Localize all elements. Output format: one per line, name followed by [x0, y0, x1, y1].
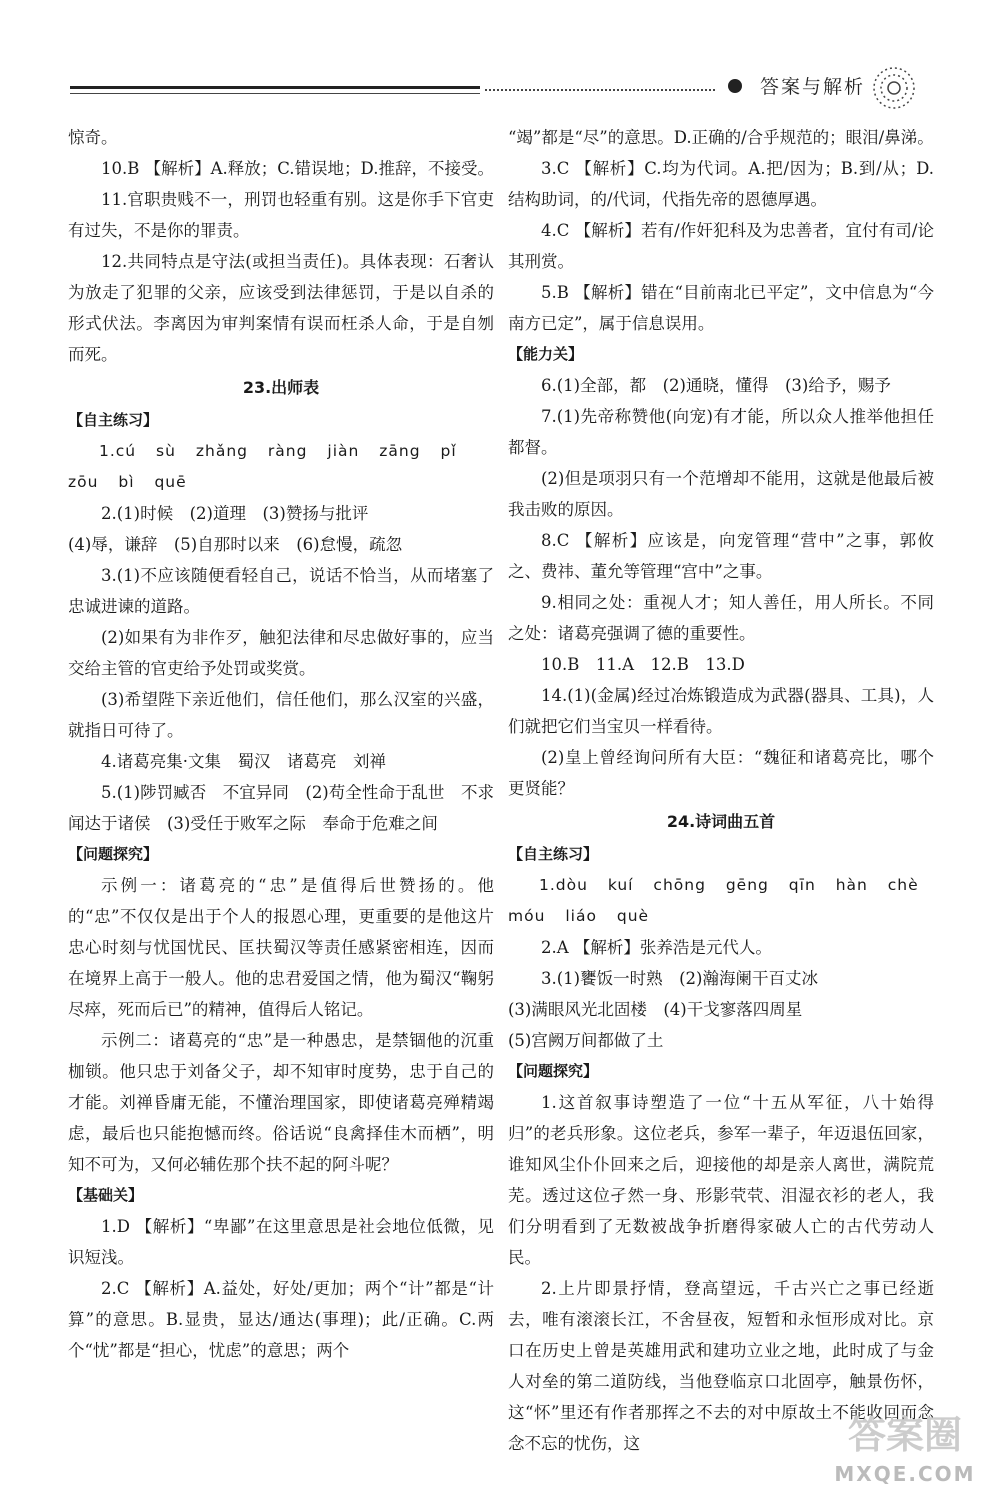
- page-header: [60, 62, 940, 112]
- answer-paragraph: 5.B 【解析】错在“目前南北已平定”，文中信息为“今南方已定”，属于信息误用。: [508, 283, 934, 333]
- answer-paragraph: 3.(1)不应该随便看轻自己，说话不恰当，从而堵塞了忠诚进谏的道路。: [68, 566, 494, 616]
- sun-ornament-icon: [870, 64, 918, 112]
- pinyin-line: 1.cú sù zhǎng ràng jiàn zāng pǐ: [99, 442, 457, 460]
- section-heading: 【基础关】: [68, 1186, 144, 1204]
- answer-paragraph: 5.(1)陟罚臧否 不宜异同 (2)苟全性命于乱世 不求闻达于诸侯 (3)受任于败军之际 奉命于危难之间: [68, 783, 494, 833]
- answer-paragraph: 4.诸葛亮集·文集 蜀汉 诸葛亮 刘禅: [101, 752, 386, 771]
- answer-paragraph: 10.B 11.A 12.B 13.D: [541, 655, 745, 674]
- answer-paragraph: (2)如果有为非作歹，触犯法律和尽忠做好事的，应当交给主管的官吏给予处罚或奖赏。: [68, 628, 494, 678]
- header-rule: [70, 86, 480, 89]
- section-heading: 【自主练习】: [508, 845, 599, 863]
- answer-paragraph: 12.共同特点是守法(或担当责任)。具体表现：石奢认为放走了犯罪的父亲，应该受到法律惩罚，于是以自杀的形式伏法。李离因为审判案情有误而枉杀人命，于是自刎而死。: [68, 252, 494, 364]
- answer-paragraph: 4.C 【解析】若有/作奸犯科及为忠善者，宜付有司/论其刑赏。: [508, 221, 934, 271]
- answer-paragraph: 示例一：诸葛亮的“忠”是值得后世赞扬的。他的“忠”不仅仅是出于个人的报恩心理，更重要的是他这片忠心时刻与忧国忧民、匡扶蜀汉等责任感紧密相连，因而在境界上高于一般人。他的忠君爱国之情，他为蜀汉“鞠躬尽瘁，死而后已”的精神，值得后人铭记。: [68, 876, 494, 1019]
- header-bullet-icon: [728, 79, 742, 93]
- answer-paragraph: 示例二：诸葛亮的“忠”是一种愚忠，是禁锢他的沉重枷锁。他只忠于刘备父子，却不知审时度势，忠于自己的才能。刘禅昏庸无能，不懂治理国家，即使诸葛亮殚精竭虑，最后也只能抱憾而终。俗话说“良禽择佳木而栖”，明知不可为，又何必辅佐那个扶不起的阿斗呢？: [68, 1031, 494, 1174]
- answer-paragraph: 惊奇。: [68, 128, 118, 147]
- section-title: 24.诗词曲五首: [666, 812, 776, 831]
- answer-paragraph: 14.(1)(金属)经过冶炼锻造成为武器(器具、工具)，人们就把它们当宝贝一样看待。: [508, 686, 934, 736]
- answer-paragraph: “竭”都是“尽”的意思。D.正确的/合乎规范的；眼泪/鼻涕。: [508, 128, 934, 147]
- pinyin-line: 1.dòu kuí chōng gēng qīn hàn chè: [539, 876, 919, 894]
- answer-paragraph: 3.C 【解析】C.均为代词。A.把/因为；B.到/从；D.结构助词，的/代词，代指先帝的恩德厚遇。: [508, 159, 934, 209]
- right-column: [508, 122, 934, 1459]
- watermark: [815, 1410, 995, 1485]
- section-heading: 【问题探究】: [508, 1062, 599, 1080]
- answer-paragraph: 10.B 【解析】A.释放；C.错误地；D.推辞，不接受。: [101, 159, 494, 178]
- answer-paragraph: 2.(1)时候 (2)道理 (3)赞扬与批评: [101, 504, 369, 523]
- answer-paragraph: 8.C 【解析】应该是，向宠管理“营中”之事，郭攸之、费祎、董允等管理“宫中”之事。: [508, 531, 934, 581]
- answer-paragraph: (3)满眼风光北固楼 (4)干戈寥落四周星: [508, 1000, 803, 1019]
- watermark-site: MXQE.COM: [834, 1462, 976, 1486]
- watermark-logo: 答案圈: [847, 1412, 962, 1457]
- answer-paragraph: (5)宫阙万间都做了土: [508, 1031, 664, 1050]
- answer-paragraph: 7.(1)先帝称赞他(向宠)有才能，所以众人推举他担任都督。: [508, 407, 934, 457]
- answer-paragraph: 2.上片即景抒情，登高望远，千古兴亡之事已经逝去，唯有滚滚长江，不舍昼夜，短暂和永恒形成对比。京口在历史上曾是英雄用武和建功立业之地，此时成了与金人对垒的第二道防线，当他登临京口北固亭，触景伤怀，这“怀”里还有作者那挥之不去的对中原故土不能收回而念念不忘的忧伤，这: [508, 1279, 934, 1453]
- section-title: 23.出师表: [242, 378, 320, 397]
- answer-paragraph: 2.C 【解析】A.益处，好处/更加；两个“计”都是“计算”的意思。B.显贵，显达/通达(事理)；此/正确。C.两个“忧”都是“担心，忧虑”的意思；两个: [68, 1279, 494, 1360]
- answer-paragraph: 2.A 【解析】张养浩是元代人。: [541, 938, 772, 957]
- header-title: 答案与解析: [760, 76, 866, 98]
- answer-paragraph: 3.(1)饔饭一时熟 (2)瀚海阑干百丈冰: [541, 969, 818, 988]
- pinyin-line: móu liáo què: [508, 907, 650, 925]
- answer-paragraph: 6.(1)全部，都 (2)通晓，懂得 (3)给予，赐予: [541, 376, 891, 395]
- answer-paragraph: (2)皇上曾经询问所有大臣：“魏征和诸葛亮比，哪个更贤能？: [508, 748, 934, 798]
- section-heading: 【问题探究】: [68, 845, 159, 863]
- answer-paragraph: 11.官职贵贱不一，刑罚也轻重有别。这是你手下官吏有过失，不是你的罪责。: [68, 190, 494, 240]
- section-heading: 【能力关】: [508, 345, 584, 363]
- answer-paragraph: 1.D 【解析】“卑鄙”在这里意思是社会地位低微，见识短浅。: [68, 1217, 494, 1267]
- section-heading: 【自主练习】: [68, 411, 159, 429]
- pinyin-line: zōu bì quē: [68, 473, 187, 491]
- answer-paragraph: (2)但是项羽只有一个范增却不能用，这就是他最后被我击败的原因。: [508, 469, 934, 519]
- header-dotted-rule: [485, 89, 715, 91]
- answer-paragraph: 9.相同之处：重视人才；知人善任，用人所长。不同之处：诸葛亮强调了德的重要性。: [508, 593, 934, 643]
- answer-paragraph: (3)希望陛下亲近他们，信任他们，那么汉室的兴盛，就指日可待了。: [68, 690, 494, 740]
- answer-paragraph: 1.这首叙事诗塑造了一位“十五从军征，八十始得归”的老兵形象。这位老兵，参军一辈子，年迈退伍回家，谁知风尘仆仆回来之后，迎接他的却是亲人离世，满院荒芜。透过这位孑然一身、形影茕茕、泪湿衣衫的老人，我们分明看到了无数被战争折磨得家破人亡的古代劳动人民。: [508, 1093, 934, 1267]
- answer-paragraph: (4)辱，谦辞 (5)自那时以来 (6)怠慢，疏忽: [68, 535, 403, 554]
- left-column: [68, 122, 494, 1366]
- header-rule-thin: [70, 93, 480, 94]
